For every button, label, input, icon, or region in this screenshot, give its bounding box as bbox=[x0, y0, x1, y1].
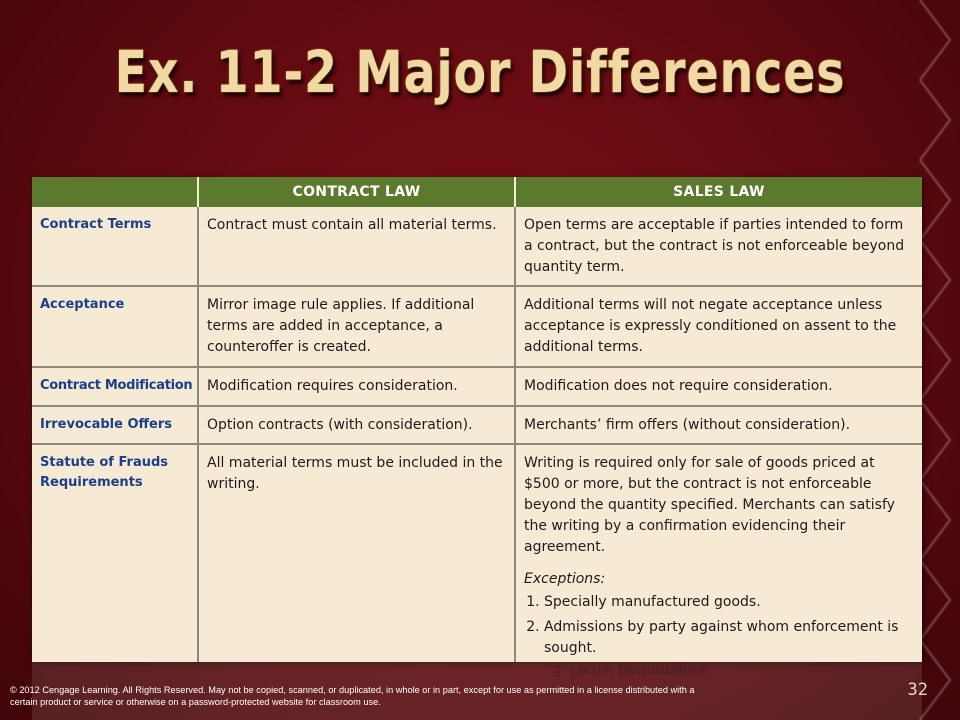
contract-law-cell: Modification requires consideration. bbox=[198, 367, 515, 406]
copyright-notice: © 2012 Cengage Learning. All Rights Reserved. May not be copied, scanned, or duplicated, in whole or in part, except for use as permitted in a license distributed with a certain product or service or otherwise on a password-protected website for classroom use. bbox=[10, 685, 695, 707]
contract-law-cell: Mirror image rule applies. If additional terms are added in acceptance, a counteroffer is created. bbox=[198, 286, 515, 366]
page-number: 32 bbox=[907, 680, 928, 700]
table-row bbox=[32, 444, 922, 662]
table-row bbox=[32, 406, 922, 445]
row-label-contract-modification: Contract Modification bbox=[32, 367, 198, 406]
sales-law-cell: Open terms are acceptable if parties intended to form a contract, but the contract is not enforceable beyond quantity term. bbox=[515, 207, 922, 286]
reflection-text: 3. Partial performance. bbox=[552, 662, 713, 678]
header-blank bbox=[32, 177, 198, 207]
table-row bbox=[32, 367, 922, 406]
statute-sales-text: Writing is required only for sale of goods priced at $500 or more, but the contract is not enforceable beyond the quantity specified. Merchants can satisfy the writing by a confirmation evidencing their agreement. bbox=[524, 455, 895, 555]
sales-law-cell: Modification does not require consideration. bbox=[515, 367, 922, 406]
table-row bbox=[32, 286, 922, 366]
differences-table bbox=[32, 177, 922, 662]
row-label-irrevocable-offers: Irrevocable Offers bbox=[32, 406, 198, 445]
table-row bbox=[32, 207, 922, 286]
row-label-statute-of-frauds: Statute of Frauds Requirements bbox=[32, 444, 198, 662]
slide-title: Ex. 11-2 Major Differences bbox=[114, 38, 846, 106]
sales-law-cell: Additional terms will not negate acceptance unless acceptance is expressly conditioned on assent to the additional terms. bbox=[515, 286, 922, 366]
row-label-contract-terms: Contract Terms bbox=[32, 207, 198, 286]
contract-law-cell: All material terms must be included in the writing. bbox=[198, 444, 515, 662]
comparison-table bbox=[32, 177, 922, 662]
list-item: 1. Specially manufactured goods. bbox=[544, 592, 914, 613]
table-header-row bbox=[32, 177, 922, 207]
exceptions-list bbox=[524, 592, 914, 662]
contract-law-cell: Option contracts (with consideration). bbox=[198, 406, 515, 445]
sales-law-cell: Merchants’ firm offers (without consideration). bbox=[515, 406, 922, 445]
contract-law-cell: Contract must contain all material terms. bbox=[198, 207, 515, 286]
exceptions-label: Exceptions: bbox=[524, 571, 606, 588]
sales-law-cell bbox=[515, 444, 922, 662]
header-sales-law: SALES LAW bbox=[515, 177, 922, 207]
row-label-acceptance: Acceptance bbox=[32, 286, 198, 366]
list-item: 2. Admissions by party against whom enforcement is sought. bbox=[544, 617, 914, 659]
header-contract-law: CONTRACT LAW bbox=[198, 177, 515, 207]
